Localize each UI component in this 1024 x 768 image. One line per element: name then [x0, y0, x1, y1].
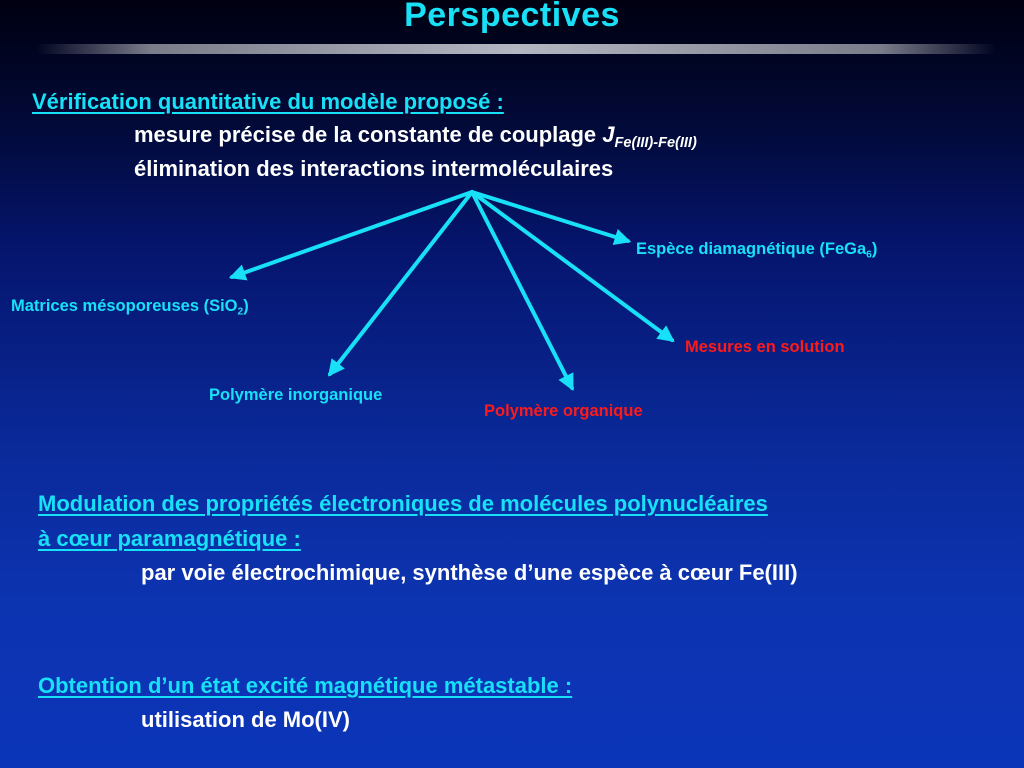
label-organic-polymer: Polymère organique — [484, 402, 643, 420]
section2-line1: par voie électrochimique, synthèse d’une espèce à cœur Fe(III) — [141, 560, 798, 585]
page-title: Perspectives — [404, 0, 620, 34]
section2-heading-line1: Modulation des propriétés électroniques de molécules polynucléaires — [38, 491, 768, 516]
label-mesoporous-matrices — [11, 297, 249, 316]
label-diamagnetic-close: ) — [871, 240, 878, 258]
section3-line1: utilisation de Mo(IV) — [141, 707, 350, 732]
label-inorganic-polymer: Polymère inorganique — [209, 386, 383, 404]
section1-line1-text: mesure précise de la constante de couplage — [134, 122, 603, 147]
label-solution-measurements: Mesures en solution — [685, 338, 845, 356]
label-diamagnetic-sub: 6 — [866, 249, 872, 261]
arrow-to-solution — [472, 192, 672, 340]
label-diamagnetic-text: Espèce diamagnétique (FeGa — [636, 240, 867, 258]
coupling-constant-subscript: Fe(III)-Fe(III) — [614, 135, 697, 152]
label-diamagnetic-species — [636, 240, 877, 259]
label-matrices-close: ) — [243, 297, 249, 315]
section2-heading-line2: à cœur paramagnétique : — [38, 526, 301, 551]
arrow-to-inorganic — [330, 192, 472, 374]
section1-line2: élimination des interactions intermoléculaires — [134, 156, 614, 181]
coupling-constant-symbol: J — [602, 122, 615, 147]
label-matrices-text: Matrices mésoporeuses (SiO — [11, 297, 238, 315]
arrow-to-matrices — [232, 192, 472, 277]
arrow-to-organic — [472, 192, 572, 388]
section3-heading: Obtention d’un état excité magnétique métastable : — [38, 673, 573, 698]
section1-heading: Vérification quantitative du modèle proposé : — [32, 89, 504, 114]
label-matrices-sub: 2 — [237, 306, 244, 318]
